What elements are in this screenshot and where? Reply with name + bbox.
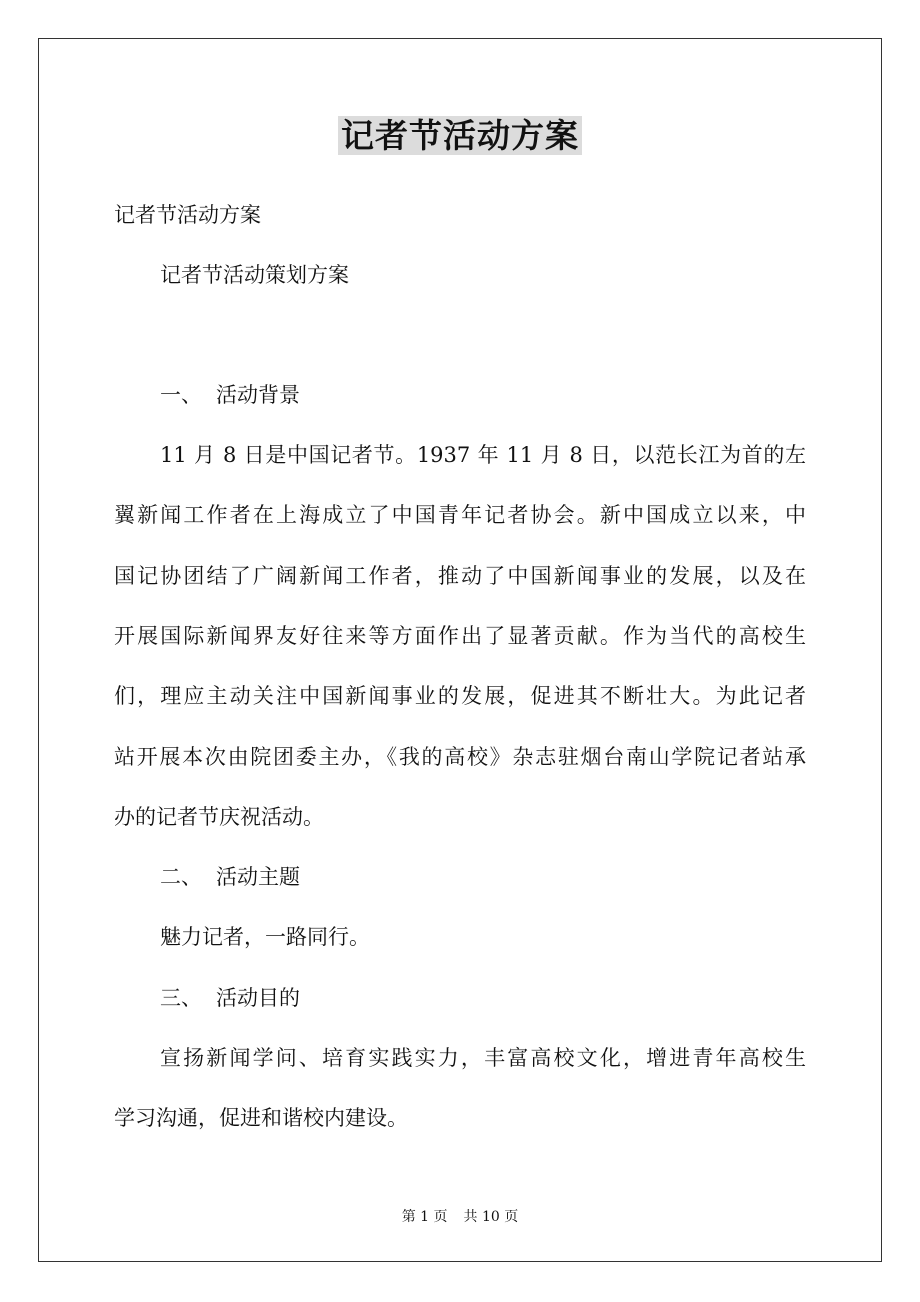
section-heading-background [160,380,300,410]
paragraph-line: 11 月 8 日是中国记者节。1937 年 11 月 8 日，以范长江为首的左 [160,443,806,467]
document-title [0,112,920,160]
document-subtitle: 记者节活动方案 [114,203,261,227]
page-total: 共 10 页 [463,1209,519,1225]
section-heading-text: 活动目的 [216,986,300,1010]
paragraph-line: 站开展本次由院团委主办，《我的高校》杂志驻烟台南山学院记者站承 [114,745,806,769]
page-footer [0,1207,920,1227]
section-number: 三、 [160,986,202,1010]
section-number: 二、 [160,865,202,889]
paragraph-line: 开展国际新闻界友好往来等方面作出了显著贡献。作为当代的高校生 [114,624,806,648]
paragraph-line: 翼新闻工作者在上海成立了中国青年记者协会。新中国成立以来，中 [114,503,806,527]
paragraph-line: 国记协团结了广阔新闻工作者，推动了中国新闻事业的发展，以及在 [114,564,806,588]
paragraph-line: 学习沟通，促进和谐校内建设。 [114,1106,408,1130]
paragraph-line: 魅力记者，一路同行。 [160,925,370,949]
section-heading-text: 活动主题 [216,865,300,889]
section-heading-theme [160,862,300,892]
section-heading-text: 活动背景 [216,383,300,407]
section-number: 一、 [160,383,202,407]
document-title-text: 记者节活动方案 [338,116,582,155]
section-heading-purpose [160,983,300,1013]
paragraph-line: 办的记者节庆祝活动。 [114,805,324,829]
paragraph-line: 宣扬新闻学问、培育实践实力，丰富高校文化，增进青年高校生 [160,1046,806,1070]
page-number: 第 1 页 [401,1209,448,1225]
plan-title: 记者节活动策划方案 [160,263,349,287]
paragraph-line: 们，理应主动关注中国新闻事业的发展，促进其不断壮大。为此记者 [114,684,806,708]
